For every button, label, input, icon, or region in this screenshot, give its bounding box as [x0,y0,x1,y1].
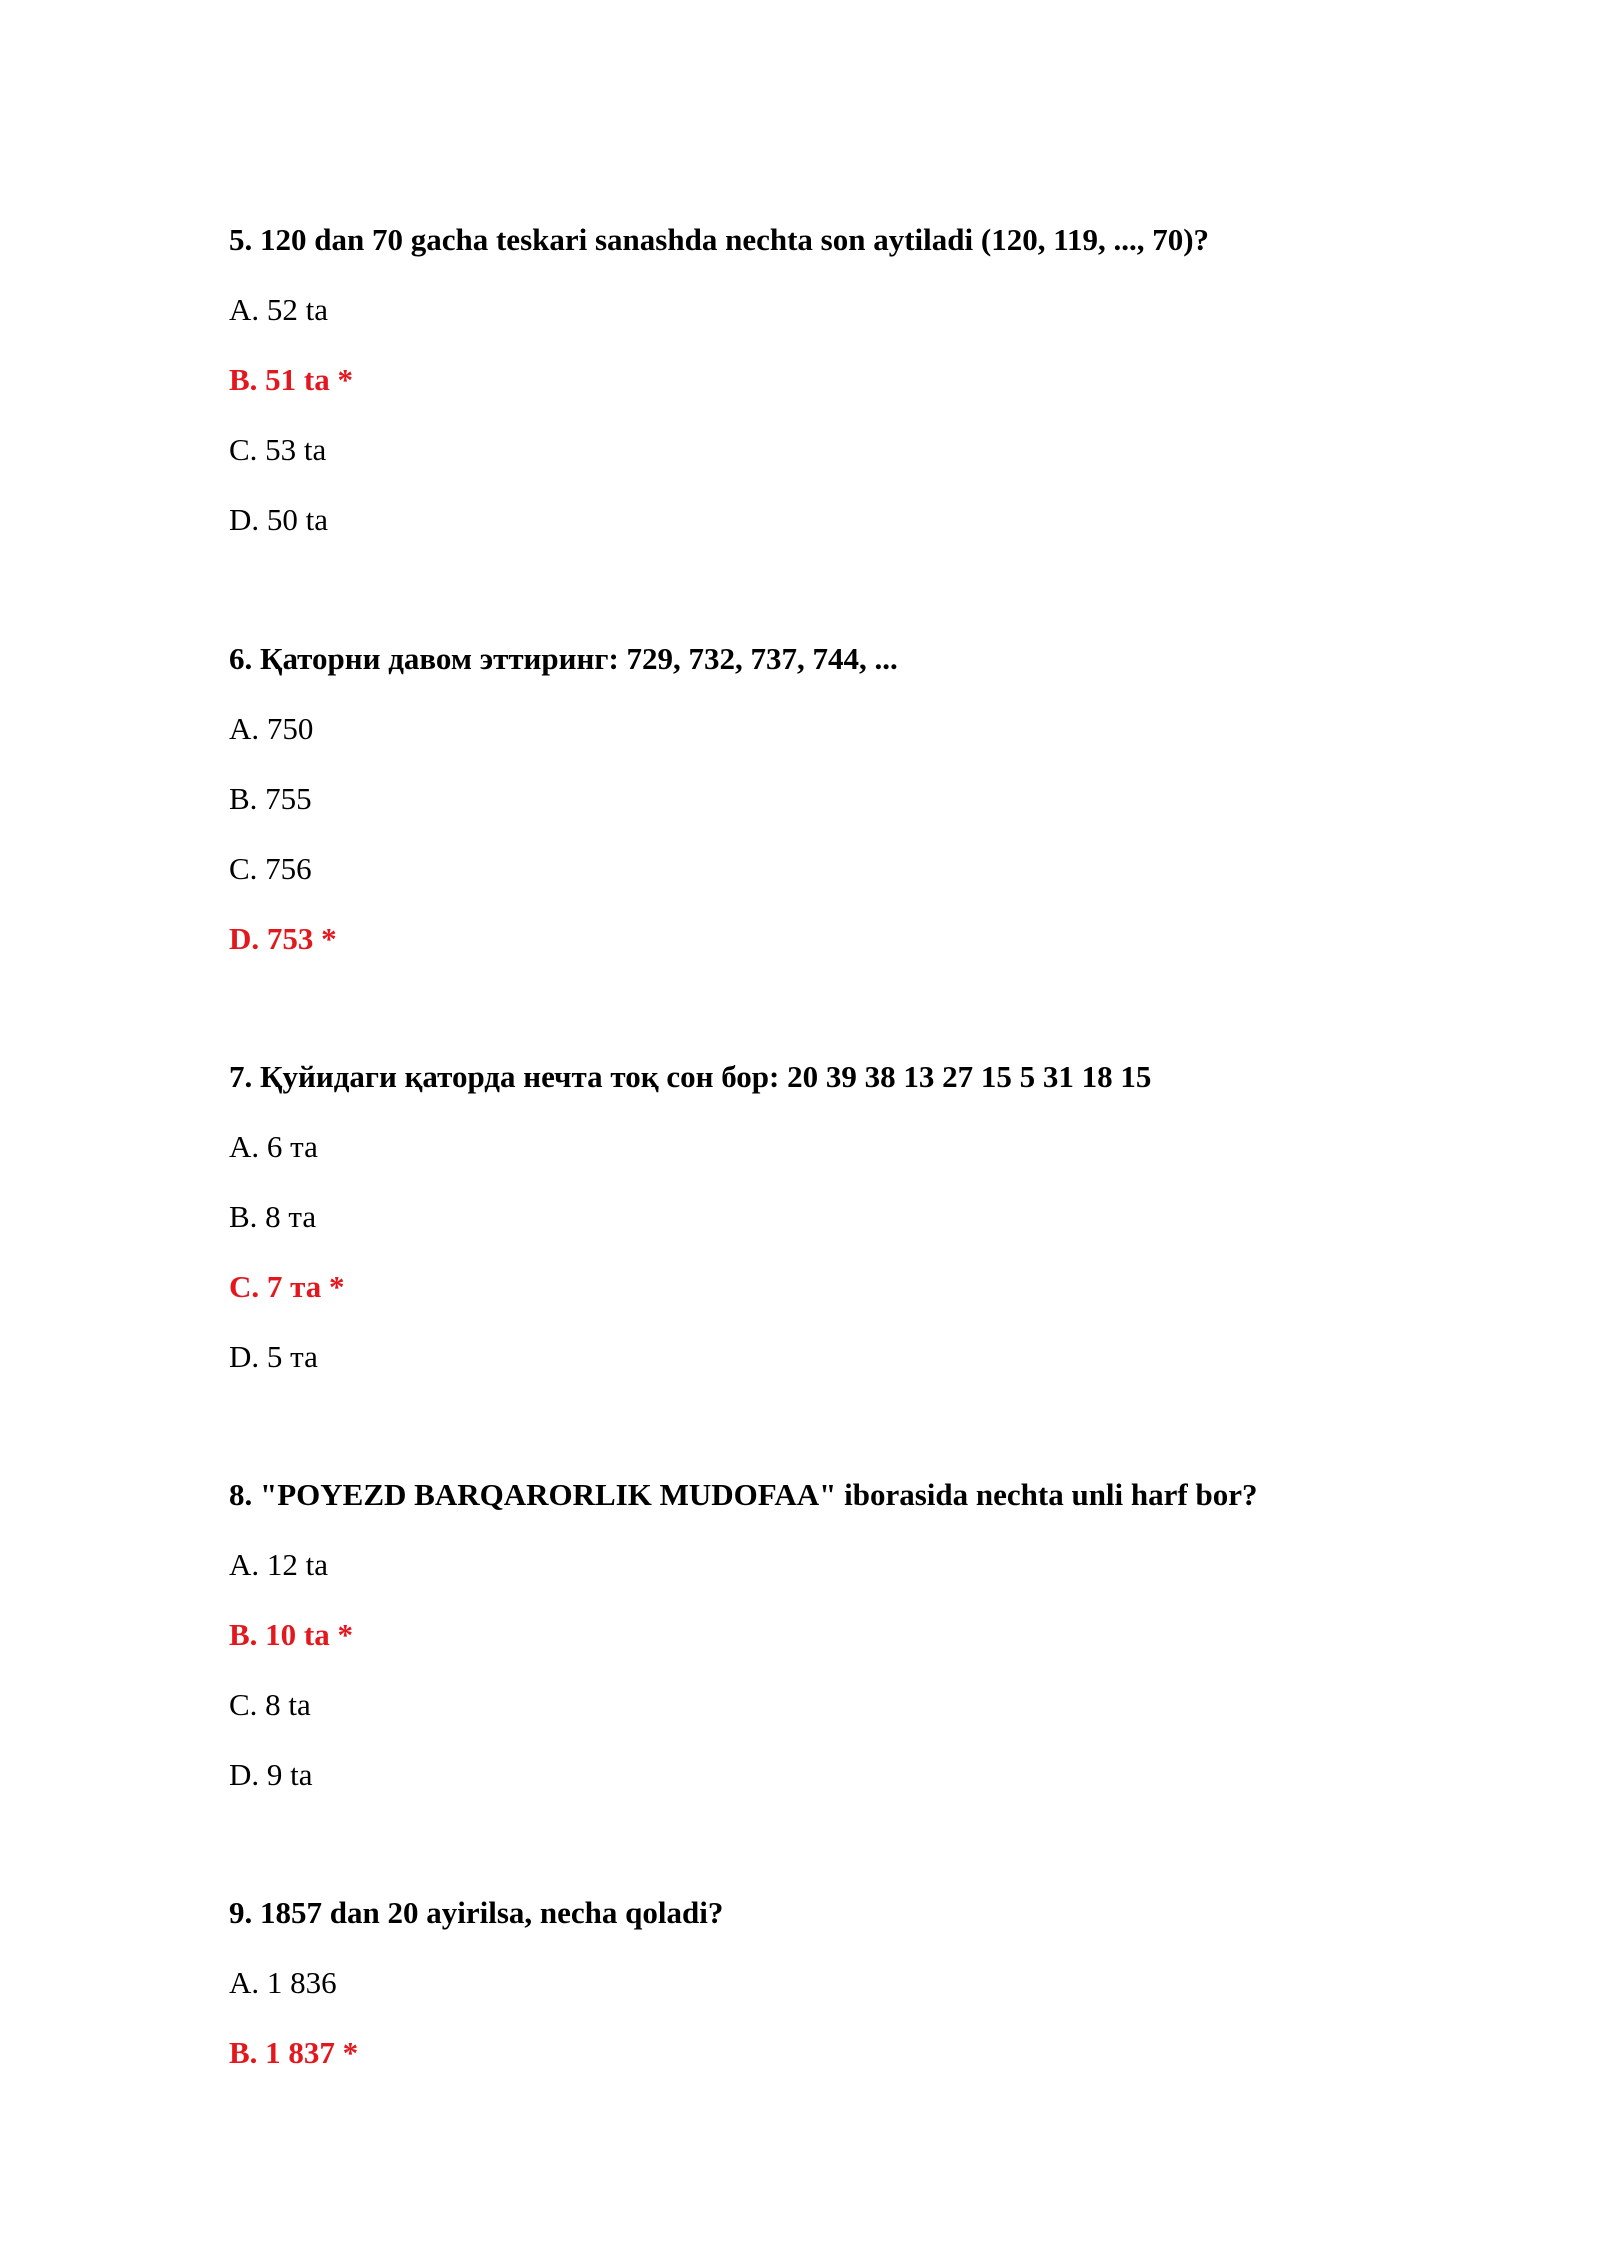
option-a: A. 12 ta [229,1547,329,1582]
option-b: B. 8 та [229,1199,317,1234]
question-block-7 [229,1059,1429,1375]
option-a: A. 6 та [229,1129,318,1164]
option-d: D. 50 ta [229,502,329,537]
option-c: C. 53 ta [229,432,327,467]
question-text: 8. "POYEZD BARQARORLIK MUDOFAA" iborasida nechta unli harf bor? [229,1477,1258,1512]
question-block-9 [229,1895,1429,2071]
question-block-6 [229,641,1429,957]
question-text: 5. 120 dan 70 gacha teskari sanashda nechta son aytiladi (120, 119, ..., 70)? [229,222,1210,257]
question-text: 6. Қаторни давом эттиринг: 729, 732, 737, 744, ... [229,641,898,676]
question-text: 7. Қуйидаги қаторда нечта тоқ сон бор: 20 39 38 13 27 15 5 31 18 15 [229,1059,1152,1094]
question-block-8 [229,1477,1429,1793]
option-c: C. 8 ta [229,1687,311,1722]
option-a: A. 1 836 [229,1965,337,2000]
question-block-5 [229,222,1429,538]
option-b-correct: B. 10 ta * [229,1617,353,1652]
option-c-correct: C. 7 та * [229,1269,345,1304]
option-a: A. 52 ta [229,292,329,327]
option-b-correct: B. 51 ta * [229,362,353,397]
question-text: 9. 1857 dan 20 ayirilsa, necha qoladi? [229,1895,724,1930]
option-d: D. 5 та [229,1339,318,1374]
option-d-correct: D. 753 * [229,921,337,956]
option-b: B. 755 [229,781,312,816]
option-c: C. 756 [229,851,312,886]
option-d: D. 9 ta [229,1757,313,1792]
option-b-correct: B. 1 837 * [229,2035,359,2070]
option-a: A. 750 [229,711,314,746]
